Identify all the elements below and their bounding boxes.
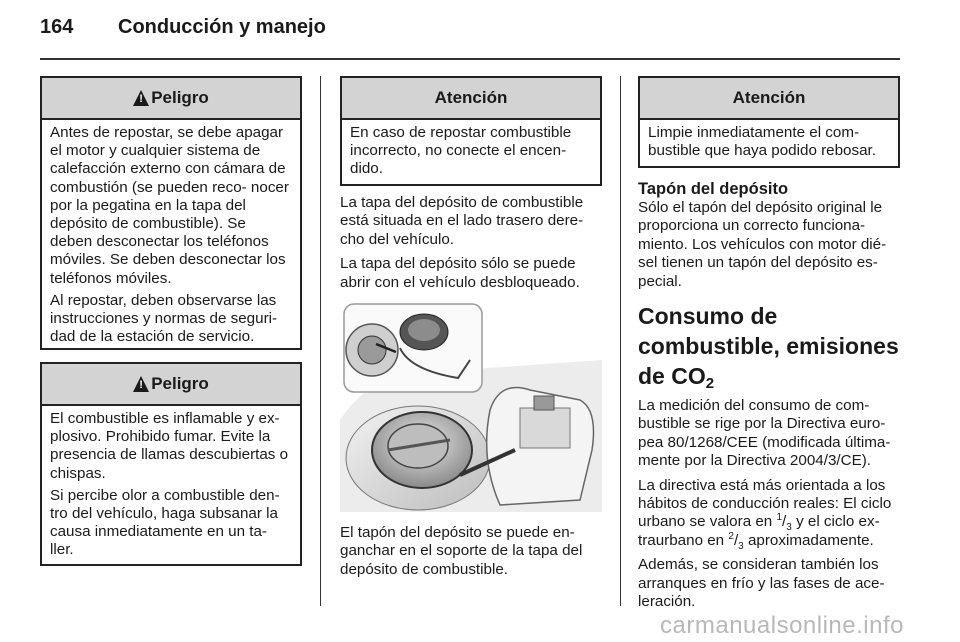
paragraph: La tapa del depósito de combustible está situada en el lado trasero dere- cho del vehículo. [340, 194, 584, 248]
attention-box-wrong-fuel [340, 76, 602, 186]
watermark: carmanualsonline.info [660, 612, 904, 639]
paragraph: La directiva está más orientada a los hábitos de conducción reales: El ciclo urbano se valora en $^1/_3$ y el ciclo ex- traurbano en $^2/_3$ aproximadamente. [638, 476, 892, 552]
column-divider [620, 76, 621, 606]
text-block [638, 180, 902, 618]
box-body [640, 120, 898, 170]
paragraph: La tapa del depósito sólo se puede abrir con el vehículo desbloqueado. [340, 255, 580, 291]
column-divider [320, 76, 321, 606]
image-caption: El tapón del depósito se puede en- ganchar en el soporte de la tapa del depósito de combustible. [340, 524, 583, 578]
box-body [342, 120, 600, 189]
page-number: 164 [40, 16, 74, 38]
paragraph: Además, se consideran también los arranques en frío y las fases de ace- leración. [638, 556, 885, 611]
page-title: Conducción y manejo [118, 16, 326, 38]
section-subheading: Tapón del depósito [638, 180, 789, 198]
warning-triangle-icon [133, 376, 149, 392]
warning-triangle-icon [133, 90, 149, 106]
paragraph: En caso de repostar combustible incorrecto, no conecte el encen- dido. [350, 124, 572, 178]
paragraph: El combustible es inflamable y ex- plosivo. Prohibido fumar. Evite la presencia de llamas descubiertas o chispas. [50, 410, 289, 482]
attention-box-spill [638, 76, 900, 168]
danger-box-refuel [40, 76, 302, 350]
text-block [340, 194, 602, 298]
text-block [340, 524, 602, 585]
paragraph: Sólo el tapón del depósito original le proporciona un correcto funciona- miento. Los vehículos con motor dié- sel tienen un tapón del depósito es- pecial. [638, 199, 887, 290]
page-header [40, 16, 326, 39]
box-heading [640, 78, 898, 120]
header-rule [40, 58, 900, 60]
paragraph: Antes de repostar, se debe apagar el motor y cualquier sistema de calefacción externo con cámara de combustión (se pueden reco- nocer por la pegatina en la tapa del depósito de combustible). Se deben desconectar los teléfonos móviles. Se deben desconectar los teléfonos móviles. [50, 124, 289, 287]
box-title: Peligro [151, 88, 209, 107]
box-body [42, 120, 300, 356]
box-heading [42, 364, 300, 406]
paragraph: Limpie inmediatamente el com- bustible que haya podido rebosar. [648, 124, 876, 160]
paragraph: Si percibe olor a combustible den- tro del vehículo, haga subsanar la causa inmediatamente en un ta- ller. [50, 486, 280, 559]
paragraph: Al repostar, deben observarse las instrucciones y normas de seguri- dad de la estación de servicio. [50, 291, 278, 346]
paragraph: La medición del consumo de com- bustible se rige por la Directiva euro- pea 80/1268/CEE (modificada última- mente por la Directiva 2004/3/CE). [638, 397, 891, 470]
box-heading [342, 78, 600, 120]
box-title: Atención [732, 88, 806, 107]
section-heading: Consumo de combustible, emisiones de $CO_2$ [638, 303, 899, 393]
box-body [42, 406, 300, 570]
box-title: Atención [434, 88, 508, 107]
fuel-cap-illustration [340, 300, 602, 512]
danger-box-flammable [40, 362, 302, 566]
box-heading [42, 78, 300, 120]
box-title: Peligro [151, 374, 209, 393]
